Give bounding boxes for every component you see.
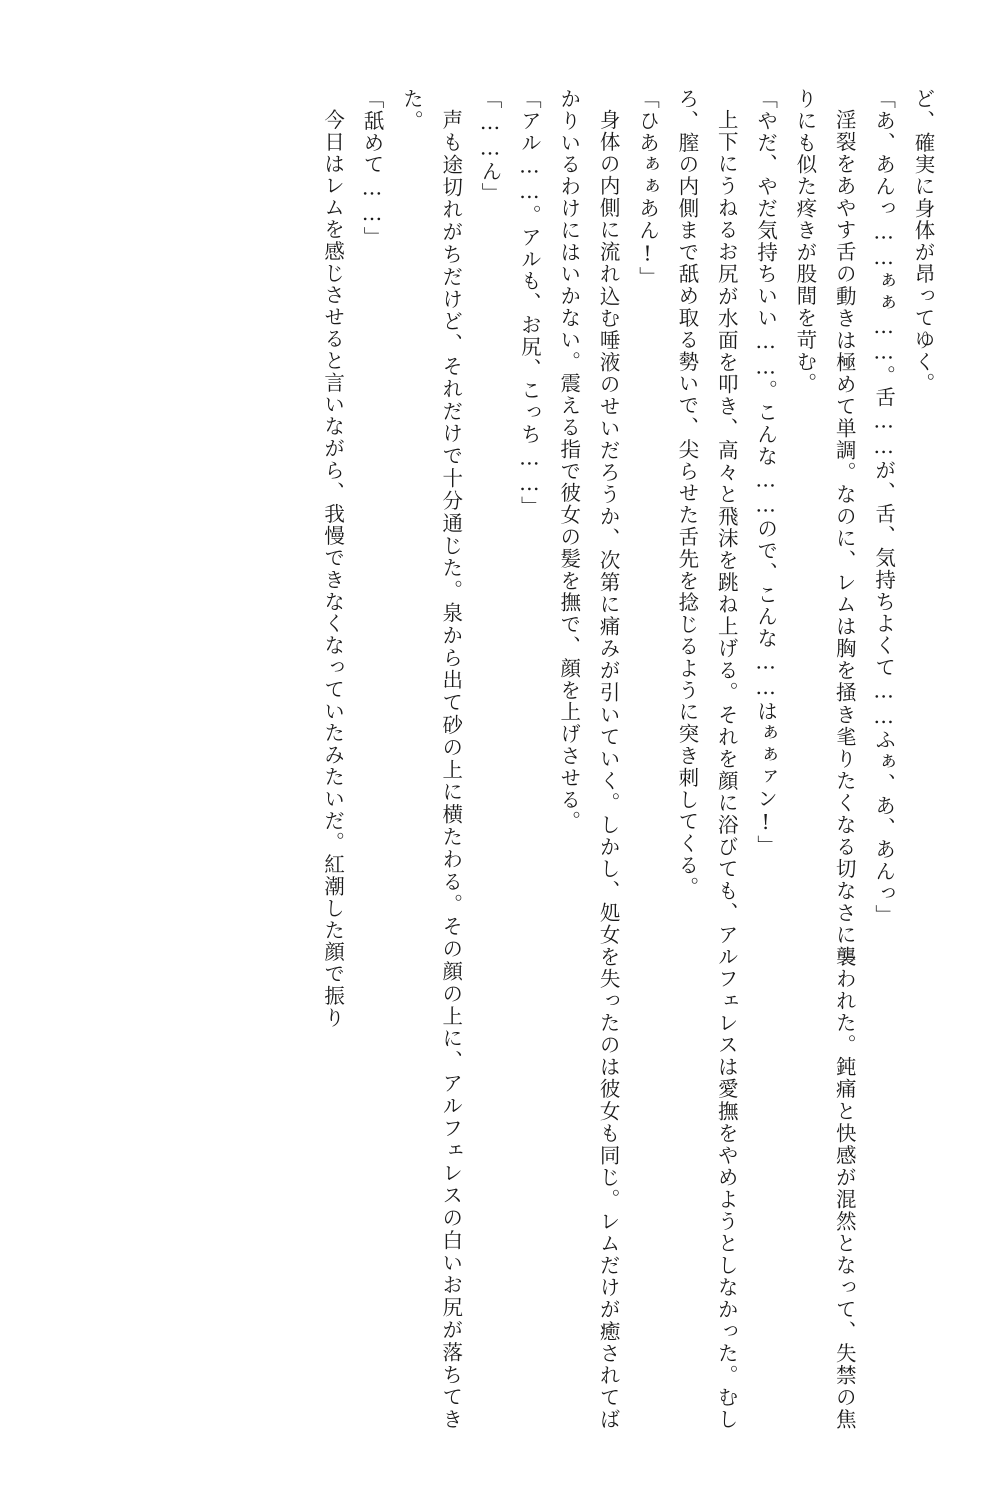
paragraph: ど、確実に身体が昂ってゆく。 bbox=[911, 88, 935, 395]
paragraph: 「アル……。アルも、お尻、こっち……」 bbox=[517, 88, 542, 519]
paragraph: 「……ん」 bbox=[478, 88, 503, 205]
paragraph: 「やだ、やだ気持ちいい……。こんな……ので、こんな……はぁぁァン!」 bbox=[753, 88, 778, 858]
vertical-text-body bbox=[58, 88, 942, 1430]
paragraph: 「ひあぁぁあん!」 bbox=[635, 88, 660, 289]
paragraph: 身体の内側に流れ込む唾液のせいだろうか、次第に痛みが引いていく。しかし、処女を失ったのは彼女も同じ。レムだけが癒されてばかりいるわけにはいかない。震える指で彼女の髪を撫で、顔を上げさせる。 bbox=[556, 88, 621, 1430]
paragraph: 声も途切れがちだけど、それだけで十分通じた。泉から出て砂の上に横たわる。その顔の上に、アルフェレスの白いお尻が落ちてきた。 bbox=[399, 88, 463, 1430]
paragraph: 淫裂をあやす舌の動きは極めて単調。なのに、レムは胸を掻き毟りたくなる切なさに襲われた。鈍痛と快感が混然となって、失禁の焦りにも似た疼きが股間を苛む。 bbox=[792, 88, 857, 1430]
paragraph: 今日はレムを感じさせると言いながら、我慢できなくなっていたみたいだ。紅潮した顔で振り bbox=[320, 108, 345, 1029]
paragraph: 「あ、あんっ……ぁぁ……。舌……が、舌、気持ちよくて……ふぁ、あ、あんっ」 bbox=[871, 88, 896, 927]
paragraph: 「舐めて……」 bbox=[359, 88, 384, 249]
paragraph: 上下にうねるお尻が水面を叩き、高々と飛沫を跳ね上げる。それを顔に浴びても、アルフェレスは愛撫をやめようとしなかった。むしろ、膣の内側まで舐め取る勢いで、尖らせた舌先を捻じるように突き刺してくる。 bbox=[674, 88, 739, 1430]
